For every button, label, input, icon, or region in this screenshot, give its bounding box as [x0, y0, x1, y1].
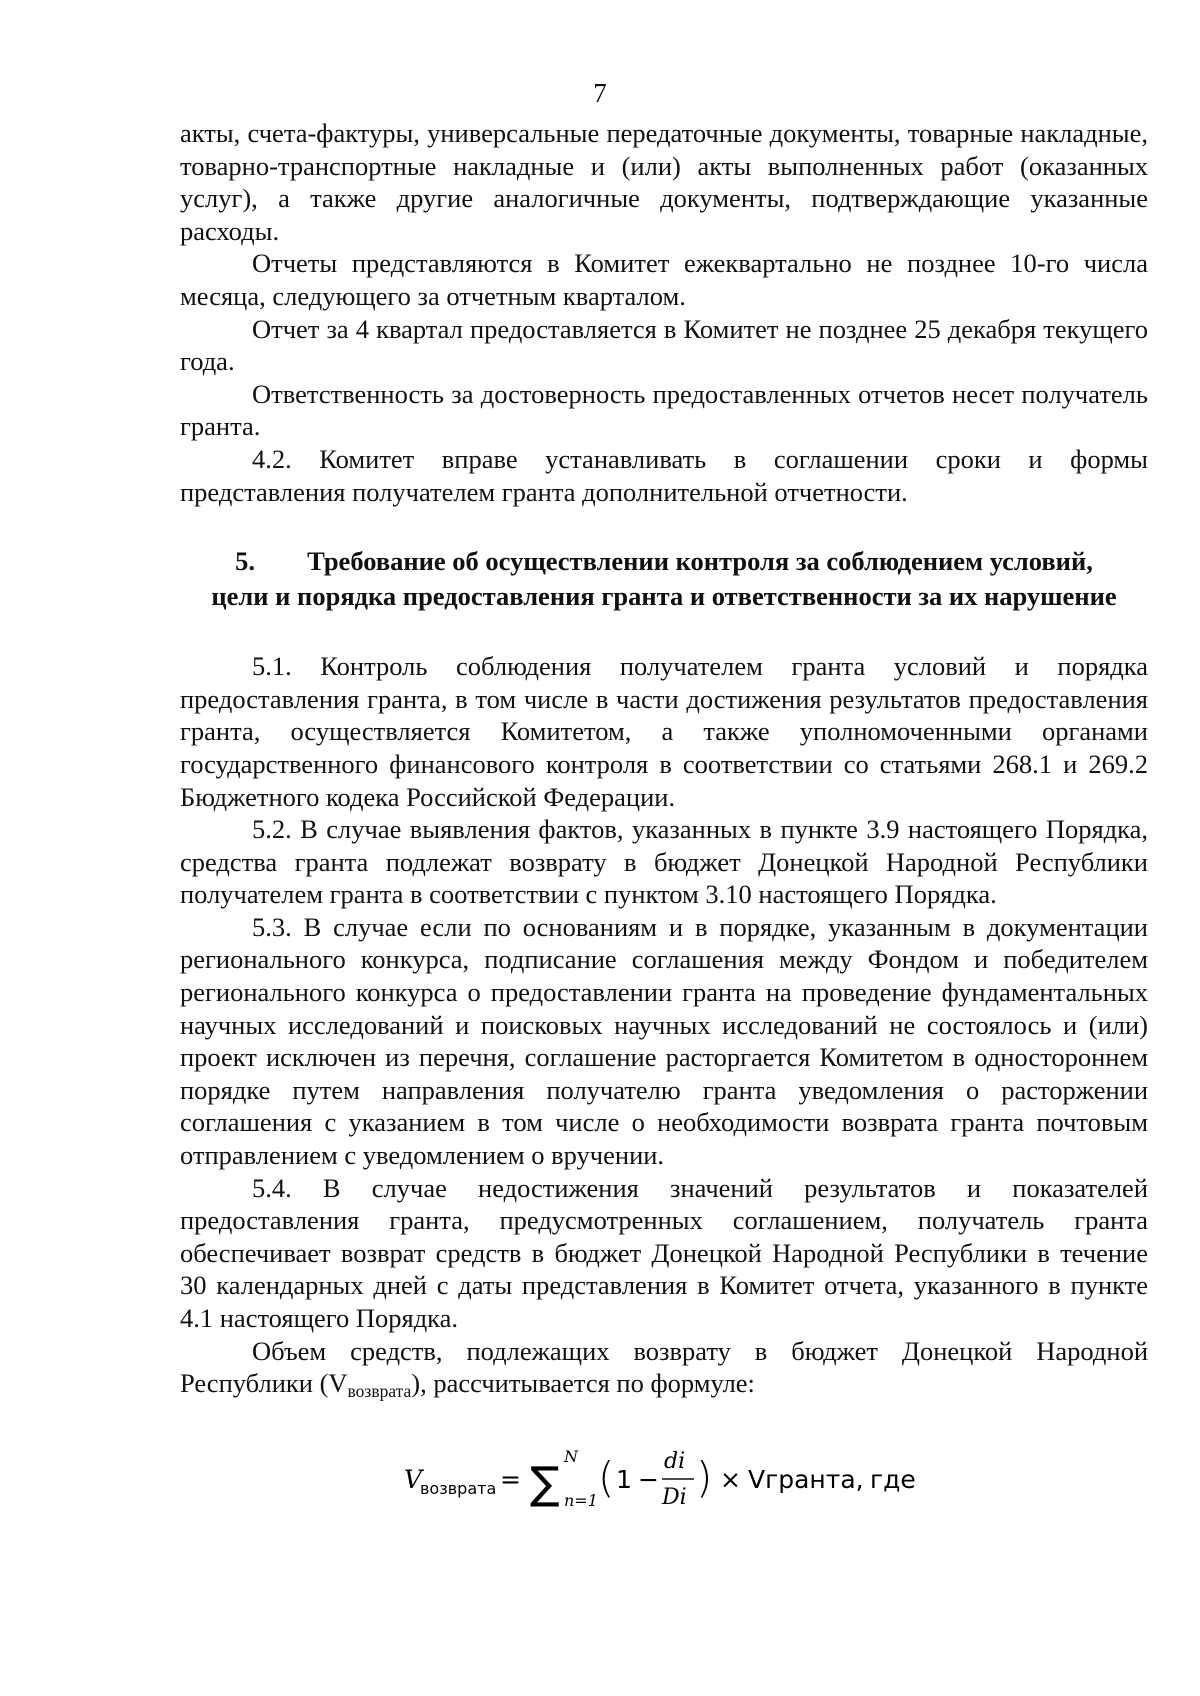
refund-formula-svg	[384, 1442, 944, 1514]
paragraph-5-3: 5.3. В случае если по основаниям и в порядке, указанным в документации регионального конкурса, подписание соглашения между Фондом и победителем регионального конкурса о предоставлении гранта на проведение фундаментальных научных исследований и поисковых научных исследований не состоялось и (или) проект исключен из перечня, соглашение расторгается Комитетом в одностороннем порядке путем направления получателю гранта уведомления о расторжении соглашения с указанием в том числе о необходимости возврата гранта почтовым отправлением с уведомлением о вручении.	[180, 911, 1148, 1171]
paragraph-report-q4: Отчет за 4 квартал предоставляется в Комитет не позднее 25 декабря текущего года.	[180, 313, 1148, 377]
formula-lhs-var: V	[404, 1465, 423, 1495]
formula-equals: =	[500, 1465, 521, 1495]
refund-formula	[180, 1442, 1148, 1514]
formula-sum-sign: ∑	[530, 1458, 560, 1510]
refund-volume-text-before: Объем средств, подлежащих возврату в бюджет Донецкой Народной Республики (V	[180, 1335, 1148, 1399]
formula-minus: −	[638, 1465, 659, 1495]
document-body	[180, 117, 1148, 1514]
paragraph-responsibility: Ответственность за достоверность предоставленных отчетов несет получатель гранта.	[180, 378, 1148, 442]
section-title-line-1: Требование об осуществлении контроля за соблюдением условий,	[307, 546, 1093, 577]
section-number: 5.	[235, 546, 256, 577]
page-number: 7	[593, 78, 607, 108]
formula-frac-den: Di	[662, 1485, 687, 1511]
section-heading	[180, 544, 1148, 614]
formula-sum-upper: N	[564, 1447, 578, 1467]
paragraph-5-2: 5.2. В случае выявления фактов, указанных в пункте 3.9 настоящего Порядка, средства гранта подлежат возврату в бюджет Донецкой Народной Республики получателем гранта в соответствии с пунктом 3.10 настоящего Порядка.	[180, 814, 1148, 910]
paragraph-5-1: 5.1. Контроль соблюдения получателем гранта условий и порядка предоставления гранта, в том числе в части достижения результатов предоставления гранта, осуществляется Комитетом, а также уполномоченными органами государственного финансового контроля в соответствии со статьями 268.1 и 269.2 Бюджетного кодека Российской Федерации.	[180, 651, 1148, 812]
refund-volume-subscript: возврата	[347, 1381, 412, 1402]
formula-grant-term: Vгранта,	[748, 1465, 864, 1495]
formula-paren-open: (	[598, 1453, 615, 1503]
formula-times: ×	[720, 1465, 741, 1495]
paragraph-4-2: 4.2. Комитет вправе устанавливать в соглашении сроки и формы представления получателем гранта дополнительной отчетности.	[180, 443, 1148, 507]
formula-one: 1	[616, 1465, 632, 1495]
formula-lhs-sub: возврата	[420, 1479, 497, 1499]
formula-where: где	[870, 1465, 916, 1495]
formula-sum-lower: n=1	[564, 1491, 598, 1511]
paragraph-documents-list: акты, счета-фактуры, универсальные передаточные документы, товарные накладные, товарно-транспортные накладные и (или) акты выполненных работ (оказанных услуг), а также другие аналогичные документы, подтверждающие указанные расходы.	[180, 118, 1148, 246]
formula-frac-num: di	[664, 1449, 686, 1475]
section-title-line-2: цели и порядка предоставления гранта и ответственности за их нарушение	[211, 581, 1117, 612]
paragraph-5-4: 5.4. В случае недостижения значений результатов и показателей предоставления гранта, предусмотренных соглашением, получатель гранта обеспечивает возврат средств в бюджет Донецкой Народной Республики в течение 30 календарных дней с даты представления в Комитет отчета, указанного в пункте 4.1 настоящего Порядка.	[180, 1172, 1148, 1333]
formula-paren-close: )	[696, 1453, 713, 1503]
refund-volume-text-after: ), рассчитывается по формуле:	[411, 1368, 755, 1399]
paragraph-reports-quarterly: Отчеты представляются в Комитет ежеквартально не позднее 10-го числа месяца, следующего за отчетным кварталом.	[180, 248, 1148, 311]
paragraph-refund-volume	[180, 1335, 1148, 1408]
